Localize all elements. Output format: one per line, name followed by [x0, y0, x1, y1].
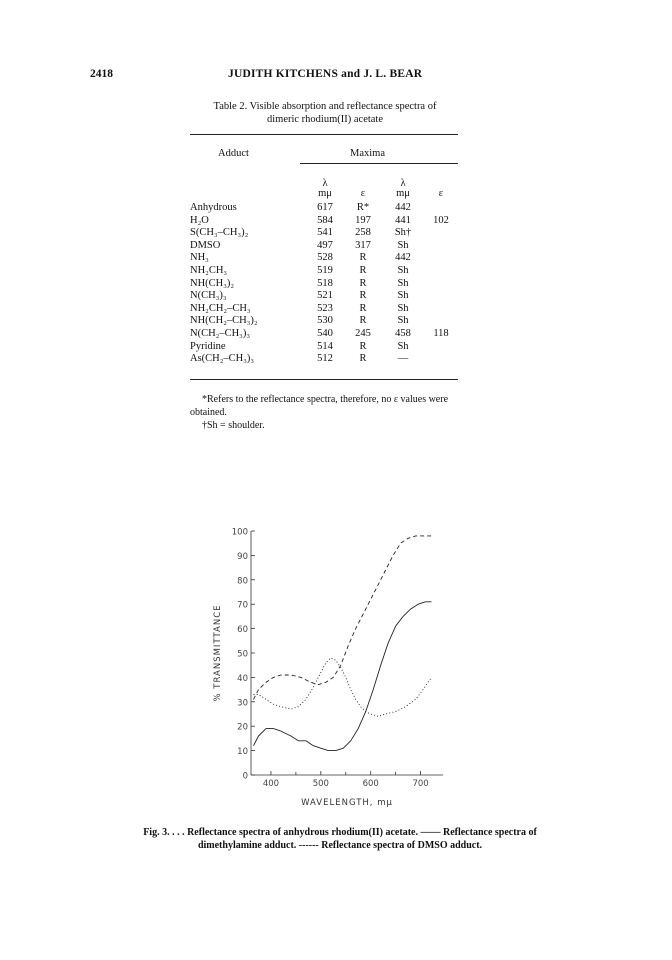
cell-lambda-2: Sh	[397, 302, 409, 314]
page-header	[0, 68, 672, 84]
cell-epsilon-1: 317	[355, 239, 371, 251]
cell-lambda-2: Sh	[397, 315, 409, 327]
x-tick-label: 400	[262, 779, 280, 789]
page-number: 2418	[90, 68, 113, 80]
y-axis-label: % TRANSMITTANCE	[213, 604, 223, 702]
series-line-solid	[254, 602, 432, 751]
maxima-rule	[300, 163, 458, 164]
cell-epsilon-1: 197	[355, 214, 371, 226]
table-caption-line1: Table 2. Visible absorption and reflectance spectra of	[213, 101, 437, 112]
table-row	[190, 290, 458, 303]
cell-epsilon-1: R	[359, 353, 367, 365]
footnote-reflectance: *Refers to the reflectance spectra, therefore, no ε values were obtained.	[190, 394, 449, 418]
cell-lambda-1: 497	[317, 239, 333, 251]
transmittance-chart	[195, 525, 465, 810]
cell-lambda-2: Sh†	[394, 227, 412, 239]
figure-3	[195, 525, 465, 815]
y-tick-label: 10	[237, 747, 248, 758]
cell-epsilon-1: R	[359, 290, 367, 302]
y-tick-label: 90	[237, 551, 248, 562]
unit-label: ε	[438, 188, 444, 199]
x-tick-label: 600	[362, 779, 379, 789]
cell-lambda-2: 458	[395, 327, 411, 339]
cell-lambda-1: 523	[317, 302, 333, 314]
cell-lambda-1: 519	[317, 264, 333, 276]
cell-lambda-2: Sh	[397, 239, 409, 251]
table-rows	[190, 202, 458, 366]
figure-caption	[130, 826, 550, 852]
table-bottom-rule	[190, 379, 458, 380]
cell-lambda-2: 441	[395, 214, 411, 226]
unit-label: mμ	[318, 188, 332, 199]
cell-lambda-2: Sh	[397, 290, 409, 302]
table-caption	[180, 100, 470, 126]
cell-epsilon-1: R	[359, 277, 367, 289]
table-row	[190, 215, 458, 228]
table-footnotes	[190, 393, 470, 432]
cell-lambda-1: 584	[317, 214, 333, 226]
y-tick-label: 60	[237, 625, 248, 636]
lambda-symbol: λ	[322, 178, 328, 189]
cell-lambda-1: 512	[317, 353, 333, 365]
table-row	[190, 240, 458, 253]
table-top-rule	[190, 134, 458, 135]
cell-epsilon-1: R	[359, 315, 367, 327]
cell-lambda-1: 528	[317, 252, 333, 264]
cell-adduct: S(CH₃–CH₃)₂	[190, 227, 249, 239]
cell-adduct: NH(CH₂–CH₃)₂	[190, 315, 258, 327]
unit-label: ε	[360, 188, 366, 199]
y-tick-label: 20	[237, 722, 248, 733]
cell-epsilon-2: 118	[433, 327, 449, 339]
table-row	[190, 328, 458, 341]
table-row	[190, 303, 458, 316]
y-tick-label: 50	[237, 649, 248, 660]
table-row	[190, 202, 458, 215]
cell-lambda-2: 442	[395, 252, 411, 264]
cell-adduct: NH₂CH₃	[190, 264, 228, 276]
x-tick-label: 700	[412, 779, 429, 789]
cell-adduct: NH(CH₃)₂	[190, 277, 235, 289]
table-row	[190, 227, 458, 240]
cell-epsilon-1: R	[359, 252, 367, 264]
cell-adduct: N(CH₂–CH₃)₃	[190, 327, 250, 339]
cell-epsilon-1: R	[359, 264, 367, 276]
cell-epsilon-1: 258	[355, 227, 371, 239]
y-tick-label: 80	[237, 576, 248, 587]
cell-lambda-1: 540	[317, 327, 333, 339]
cell-lambda-2: Sh	[397, 264, 409, 276]
cell-lambda-2: Sh	[397, 340, 409, 352]
units-row	[190, 178, 458, 202]
table-row	[190, 353, 458, 366]
table-row	[190, 265, 458, 278]
cell-epsilon-1: R*	[356, 202, 370, 213]
footnote-shoulder: †Sh = shoulder.	[202, 420, 265, 431]
table-row	[190, 278, 458, 291]
cell-adduct: NH₃	[190, 252, 209, 264]
cell-lambda-1: 514	[317, 340, 333, 352]
cell-adduct: As(CH₂–CH₃)₃	[190, 353, 255, 365]
cell-lambda-2: —	[397, 353, 409, 365]
table-caption-line2: dimeric rhodium(II) acetate	[266, 114, 384, 125]
column-header-maxima: Maxima	[350, 148, 385, 159]
series-line-dashed	[254, 536, 432, 700]
cell-lambda-2: Sh	[397, 277, 409, 289]
cell-epsilon-1: 245	[355, 327, 371, 339]
cell-lambda-1: 541	[317, 227, 333, 239]
table-row	[190, 315, 458, 328]
cell-epsilon-1: R	[359, 302, 367, 314]
x-axis-label: WAVELENGTH, mμ	[301, 798, 393, 808]
cell-epsilon-2: 102	[433, 214, 449, 226]
y-tick-label: 100	[231, 527, 248, 538]
unit-label: mμ	[396, 188, 410, 199]
y-tick-label: 70	[237, 600, 248, 611]
cell-adduct: H₂O	[190, 214, 209, 226]
cell-adduct: N(CH₃)₃	[190, 290, 227, 302]
cell-adduct: NH₂CH₂–CH₃	[190, 302, 251, 314]
y-tick-label: 0	[242, 771, 248, 782]
cell-lambda-1: 521	[317, 290, 333, 302]
cell-lambda-1: 617	[317, 202, 333, 213]
cell-lambda-1: 518	[317, 277, 333, 289]
table-row	[190, 341, 458, 354]
column-header-adduct: Adduct	[218, 148, 249, 159]
cell-epsilon-1: R	[359, 340, 367, 352]
lambda-symbol: λ	[400, 178, 406, 189]
y-tick-label: 40	[237, 673, 248, 684]
table-body	[190, 178, 458, 366]
cell-lambda-2: 442	[395, 202, 411, 213]
cell-lambda-1: 530	[317, 315, 333, 327]
figure-caption-lead: Fig. 3. . . . Reflectance spectra of anhydrous rhodium(II) acetate.	[143, 827, 418, 838]
cell-adduct: DMSO	[190, 239, 221, 251]
y-tick-label: 30	[237, 698, 248, 709]
running-head: JUDITH KITCHENS and J. L. BEAR	[228, 68, 423, 80]
cell-adduct: Pyridine	[190, 340, 226, 352]
cell-adduct: Anhydrous	[190, 202, 237, 213]
figure-caption-rest: —— Reflectance spectra of dimethylamine adduct. ------ Reflectance spectra of DMSO adduct.	[197, 827, 537, 851]
table-row	[190, 252, 458, 265]
x-tick-label: 500	[312, 779, 329, 789]
series-line-dotted	[254, 658, 432, 717]
